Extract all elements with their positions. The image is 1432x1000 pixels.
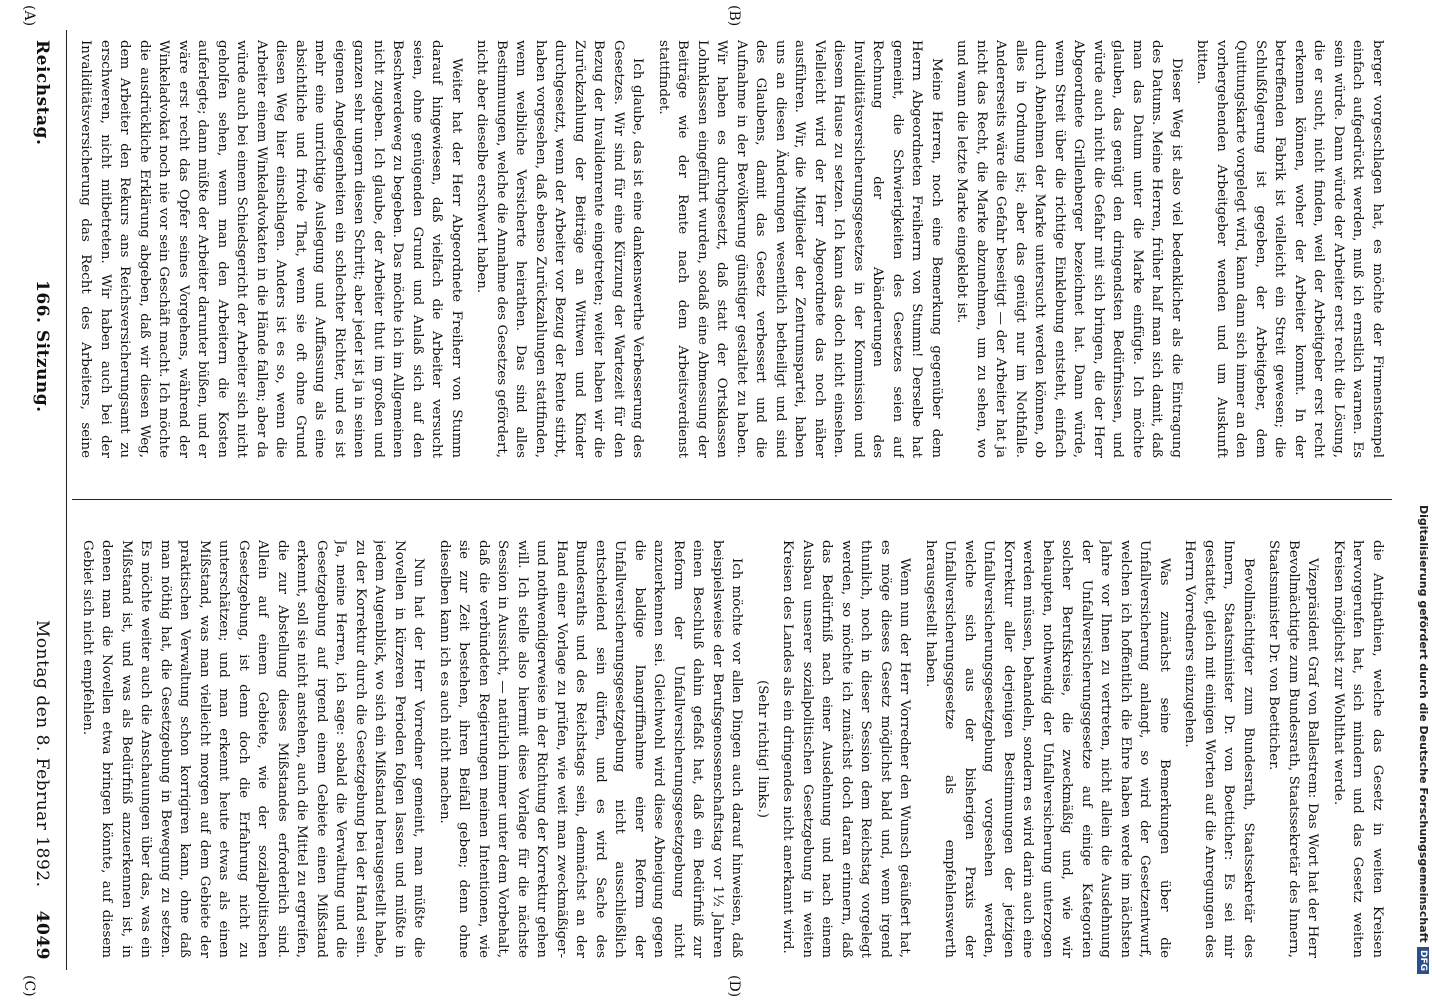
paragraph: Ich möchte vor allen Dingen auch darauf hinweisen, daß beispielsweise der Berufsgenossenschaftstag vor 1½ Jahren einen Beschluß dahin gefaßt hat, daß ein Bedürfniß zur Reform der Unfallversicherungsgesetzgebung nicht anzuerkennen sei. Gleichwohl wird diese Abneigung gegen die baldige Inangriffnahme einer Reform der Unfallversicherungsgesetzgebung nicht ausschließlich entscheidend sein dürfen, und es wird Sache des Bundesraths und des Reichstags sein, demnächst an der Hand einer Vorlage zu prüfen, wie weit man zweckmäßiger- und nothwendigerweise in der Richtung der Korrektur gehen will. Ich stelle also hiermit diese Vorlage für die nächste Session in Aussicht, — natürlich immer unter dem Vorbehalt, daß die verbündeten Regierungen meinen Intentionen, wie sie zur Zeit bestehen, ihren Beifall geben; denn ohne dieselben kann ich es auch nicht machen. — [437, 540, 745, 958]
margin-mark-c: (C) — [21, 975, 37, 997]
right-column — [77, 540, 1387, 958]
left-column — [77, 40, 1387, 458]
paragraph: die Antipathien, welche das Gesetz in weiten Kreisen hervorgerufen hat, sich mindern und das Gesetz weiten Kreisen möglichst zur Wohlthat werde. — [1331, 540, 1385, 958]
header-date: Montag den 8. Februar 1892. — [32, 620, 52, 888]
running-head — [22, 0, 62, 1000]
header-page-number: 4049 — [32, 910, 52, 960]
paragraph: Wenn nun der Herr Vorredner den Wunsch geäußert hat, es möge dieses Gesetz möglichst bald und, wenn irgend thunlich, noch in dieser Session dem Reichstag vorgelegt werden, so möchte ich zunächst doch daran erinnern, daß das Bedürfniß nach einer Ausdehnung und nach einem Ausbau unserer sozialpolitischen Gesetzgebung in weiten Kreisen des Landes als ein dringendes nicht anerkannt wird. — [780, 540, 913, 958]
paragraph: Dieser Weg ist also viel bedenklicher als die Eintragung des Datums. Meine Herren, früher half man sich damit, daß man das Datum unter die Marke einfügte. Ich möchte glauben, das genügt den dringendsten Bedürfnissen, und würde auch nicht die Gefahr mit sich bringen, die der Herr Abgeordnete Grillenberger bezeichnet hat. Dann würde, wenn Streit über die richtige Einklebung entsteht, einfach durch Abnehmen der Marke untersucht werden können, ob alles in Ordnung ist; aber das genügt nur im Nothfalle. Andererseits wäre die Gefahr beseitigt — der Arbeiter hat ja nicht das Recht, die Marke abzunehmen, um zu sehen, wo und wann die letzte Marke eingeklebt ist. — [954, 40, 1184, 458]
paragraph: Meine Herren, noch eine Bemerkung gegenüber dem Herrn Abgeordneten Freiherrn von Stumm! Derselbe hat gemeint, die Schwierigkeiten des Gesetzes seien auf Rechnung der Abänderungen des Invaliditätsversicherungsgesetzes in der Kommission und diesem Hause zu setzen. Ich kann das doch nicht einsehen. Vielleicht wird der Herr Abgeordnete das noch näher ausführen. Wir, die Mitglieder der Zentrumspartei, haben uns an diesen Änderungen wesentlich betheiligt und sind des Glaubens, damit das Gesetz verbessert und die Aufnahme in der Bevölkerung günstiger gestaltet zu haben. Wir haben es durchgesetzt, daß statt der Ortsklassen Lohnklassen eingeführt wurden, sodaß eine Abmessung der Beiträge wie der Rente nach dem Arbeitsverdienst stattfindet. — [656, 40, 944, 458]
paragraph: Vizepräsident Graf von Ballestrem: Das Wort hat der Herr Bevollmächtigte zum Bundesrath, Staatssekretär des Innern, Staatsminister Dr. von Boetticher. — [1266, 540, 1321, 958]
margin-mark-d: (D) — [726, 975, 742, 998]
header-session: 166. Sitzung. — [32, 280, 52, 413]
margin-mark-a: (A) — [21, 5, 37, 27]
header-reichstag: Reichstag. — [32, 40, 52, 146]
paragraph: berger vorgeschlagen hat, es möchte der Firmenstempel einfach aufgedrückt werden, muß ich ernstlich warnen. Es sein würde. Dann würde der Arbeiter erst recht die Lösung, die er sucht, nicht finden, weil der Arbeitgeber erst recht erkennen können, woher der Arbeiter kommt. In der betreffenden Fabrik ist vielleicht ein Streit gewesen; die Schlußfolgerung ist gegeben, der Arbeitgeber, dem Quittungskarte vorgelegt wird, kann dann sich immer an den vorhergehenden Arbeitgeber wenden und um Auskunft bitten. — [1194, 40, 1385, 458]
paragraph: Was zunächst seine Bemerkungen über die Unfallversicherung anlangt, so wird der Gesetzentwurf, welchen ich hoffentlich die Ehre haben werde im nächsten Jahre vor Ihnen zu vertreten, nicht allein die Ausdehnung der Unfallversicherungsgesetze auf einige Kategorien solcher Berufskreise, die zweckmäßig und, wie wir behaupten, nothwendig der Unfallversicherung unterzogen werden müssen, behandeln, sondern es wird darin auch eine Korrektur aller derjenigen Bestimmungen der jetzigen Unfallversicherungsgesetzgebung vorgesehen werden, welche sich aus der bisherigen Praxis der Unfallversicherungsgesetze als empfehlenswerth herausgestellt haben. — [923, 540, 1172, 958]
interjection: (Sehr richtig! links.) — [755, 680, 770, 818]
paragraph: Bevollmächtigter zum Bundesrath, Staatssekretär des Innern, Staatsminister Dr. von Boetticher: Es sei mir gestattet, gleich mit einigen Worten auf die Anregungen des Herrn Vorredners einzugehen. — [1182, 540, 1256, 958]
paragraph: Weiter hat der Herr Abgeordnete Freiherr von Stumm darauf hingewiesen, daß vielfach die Arbeiter versucht seien, ohne genügenden Grund und Anlaß sich auf den Beschwerdeweg zu begeben. Das möchte ich im Allgemeinen nicht zugeben. Ich glaube, der Arbeiter thut im großen und ganzen sehr ungern diesen Schritt; aber jeder ist ja in seinen eigenen Angelegenheiten ein schlechter Richter, und es ist mehr eine unrichtige Auslegung und Auffassung als eine absichtliche und frivole That, wenn sie oft ohne Grund diesen Weg hier einschlagen. Anders ist es so, wenn die Arbeiter einem Winkeladvokaten in die Hände fallen; aber da würde auch bei einem Schiedsgericht der Arbeiter sich nicht geholfen sehen, wenn man den Arbeitern die Kosten auferlegte; dann müßte der Arbeiter darunter büßen, und er wäre erst recht das Opfer seines Vorgehens, während der Winkeladvokat noch nie vor sein Geschäft macht. Ich möchte die ausdrückliche Erklärung abgeben, daß wir diesen Weg, dem Arbeiter den Rekurs ans Reichsversicherungsamt zu erschweren, nicht mitbetreten. Wir haben auch bei der Invaliditätsversicherung das Recht des Arbeiters, seine — [78, 40, 464, 458]
column-divider — [72, 499, 1392, 500]
paragraph: Nun hat der Herr Vorredner gemeint, man müßte die Novellen in kürzeren Perioden folgen lassen und müßte in jedem Augenblick, wo sich ein Mißstand herausgestellt habe, zu der Korrektur durch die Gesetzgebung bei der Hand sein. Ja, meine Herren, ich sage: sobald die Verwaltung und die Gesetzgebung auf irgend einem Gebiete einen Mißstand erkennt, soll sie nicht anstehen, auch die Mittel zu ergreifen, die zur Abstellung dieses Mißstandes erforderlich sind. Allein auf einem Gebiete, wie der sozialpolitischen Gesetzgebung, ist denn doch die Erfahrung nicht zu unterschätzen; und man erkennt heute etwas als einen Mißstand, was man vielleicht morgen auf dem Gebiete der praktischen Verwaltung schon korrigiren kann, ohne daß man nöthig hat, die Gesetzgebung in Bewegung zu setzen. Es möchte weiter auch die Anschauungen über das, was ein Mißstand ist, und was als Bedürfniß anzuerkennen ist, in denen man die Novellen etwa bringen könnte, auf diesem Gebiet sich nicht empfehlen. — [80, 540, 427, 958]
digitization-credit — [1412, 20, 1430, 980]
header-rule — [66, 30, 67, 970]
margin-mark-b: (B) — [726, 5, 742, 27]
dfg-logo: DFG — [1417, 947, 1429, 974]
paragraph: Ich glaube, das ist eine dankenswerthe Verbesserung des Gesetzes. Wir sind für eine Kürzung der Wartezeit für den Bezug der Invalidenrente eingetreten; weiter haben wir die Zurückzahlung der Beiträge an Wittwen und Kinder durchgesetzt, wenn der Arbeiter vor Bezug der Rente stirbt, haben vorgesehen, daß ebenso Zurückzahlungen stattfinden, wenn weibliche Versicherte heirathen. Das sind alles Bestimmungen, welche die Annahme des Gesetzes gefördert, nicht aber dieselbe erschwert haben. — [474, 40, 646, 458]
credit-text: Digitalisierung gefördert durch die Deutsche Forschungsgemeinschaft — [1417, 505, 1430, 944]
